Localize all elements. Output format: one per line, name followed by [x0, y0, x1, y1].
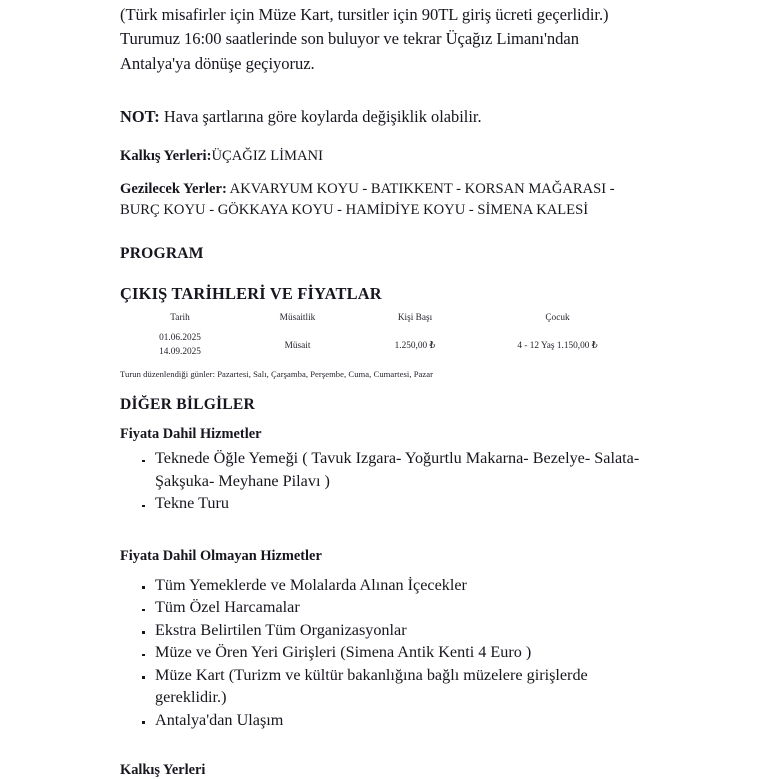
column-header-per-person: Kişi Başı: [397, 313, 433, 324]
column-header-date: Tarih: [170, 313, 190, 324]
price-table-body: [120, 331, 640, 360]
list-item: Tüm Özel Harcamalar: [141, 596, 640, 619]
column-header-availability: Müsaitlik: [279, 313, 316, 324]
intro-paragraph: (Türk misafirler için Müze Kart, tursitler için 90TL giriş ücreti geçerlidir.) Turumuz 16:00 saatlerinde son buluyor ve tekrar Üçağız Limanı'ndan Antalya'ya dönüşe geçiyoruz.: [120, 5, 609, 73]
cell-child-price: 4 - 12 Yaş 1.150,00 ₺: [517, 341, 598, 352]
table-footnote: Turun düzenlendiği günler: Pazartesi, Salı, Çarşamba, Perşembe, Cuma, Cumartesi, Pazar: [120, 369, 434, 380]
cell-per-person-price: 1.250,00 ₺: [394, 341, 436, 352]
included-services-list: [120, 443, 640, 515]
list-item: Tekne Turu: [141, 492, 640, 515]
list-item: Teknede Öğle Yemeği ( Tavuk Izgara- Yoğurtlu Makarna- Bezelye- Salata- Şakşuka- Meyhane Pilavı ): [141, 447, 640, 492]
column-header-child: Çocuk: [545, 313, 570, 324]
cell-availability: Müsait: [284, 340, 311, 351]
list-item: Müze Kart (Turizm ve kültür bakanlığına bağlı müzelere girişlerde gereklidir.): [141, 664, 640, 709]
excluded-services-heading: Fiyata Dahil Olmayan Hizmetler: [120, 547, 322, 564]
cell-date-range: [120, 331, 240, 360]
prices-heading: ÇIKIŞ TARİHLERİ VE FİYATLAR: [120, 284, 382, 304]
date-to: 14.09.2025: [159, 346, 201, 357]
table-row: [120, 331, 640, 360]
departure-places-label: Kalkış Yerleri:: [120, 148, 212, 165]
note-label: NOT:: [120, 107, 160, 127]
visit-places-label: Gezilecek Yerler:: [120, 180, 227, 197]
list-item: Müze ve Ören Yeri Girişleri (Simena Antik Kenti 4 Euro ): [141, 641, 640, 664]
other-info-heading: DİĞER BİLGİLER: [120, 396, 255, 414]
list-item: Ekstra Belirtilen Tüm Organizasyonlar: [141, 619, 640, 642]
list-item: Antalya'dan Ulaşım: [141, 709, 640, 732]
table-header-row: [120, 313, 640, 331]
departure-places-value: ÜÇAĞIZ LİMANI: [211, 148, 323, 165]
price-table: [120, 313, 640, 360]
document-page: [120, 0, 640, 779]
list-item: Tüm Yemeklerde ve Molalarda Alınan İçecekler: [141, 574, 640, 597]
included-services-heading: Fiyata Dahil Hizmetler: [120, 426, 262, 443]
price-table-head: [120, 313, 640, 331]
note-line: [120, 76, 640, 129]
departure-places-heading: Kalkış Yerleri: [120, 762, 206, 779]
excluded-services-list: [120, 565, 640, 732]
note-text: Hava şartlarına göre koylarda değişiklik olabilir.: [159, 107, 482, 127]
program-heading: PROGRAM: [120, 245, 204, 263]
visit-places-value: AKVARYUM KOYU - BATIKKENT - KORSAN MAĞARASI - BURÇ KOYU - GÖKKAYA KOYU - HAMİDİYE KOYU - SİMENA KALESİ: [120, 180, 615, 219]
departure-places-line: [120, 129, 640, 167]
visit-places-line: [120, 167, 640, 221]
date-from: 01.06.2025: [159, 333, 201, 344]
